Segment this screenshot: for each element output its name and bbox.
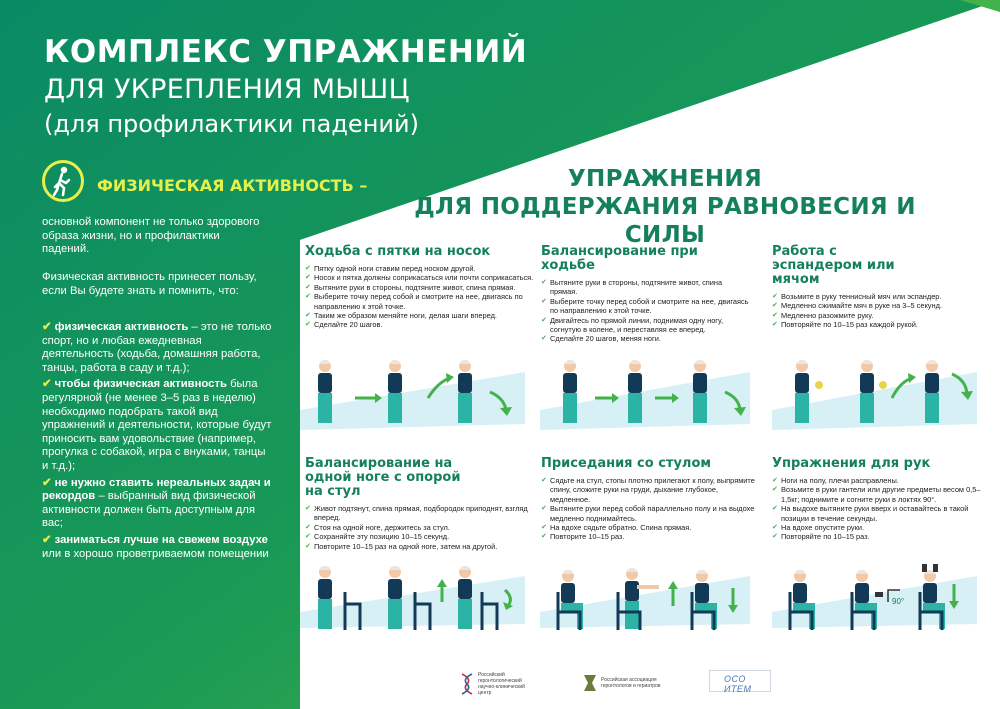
activity-point: ✔ заниматься лучше на свежем воздухе или в хорошо проветриваемом помещении <box>42 533 269 560</box>
exercise-title: Приседания со стулом <box>541 456 712 471</box>
exercise-title: Работа с эспандером или мячом <box>772 244 895 287</box>
exercise-panel-heel-toe <box>305 245 537 330</box>
check-icon: ✔ <box>42 533 55 546</box>
exercise-steps: ✔ Живот подтянут, спина прямая, подбородок приподнят, взгляд вперед. ✔ Стоя на одной ноге, держитесь за стул. ✔ Сохраняйте эту позицию 10–15 секунд. ✔ Повторите 10–15 раз на одной ноге, затем на другой. <box>305 504 530 551</box>
exercise-title: Ходьба с пятки на носок <box>305 244 491 259</box>
check-icon: ✔ <box>42 476 55 489</box>
person-figure <box>563 360 577 423</box>
activity-point: ✔ физическая активность – это не только спорт, но и любая ежедневная деятельность (ходьба, домашняя работа, танцы, работа в саду и т.д.); <box>42 321 272 374</box>
activity-points <box>42 321 272 564</box>
oso-logo-icon: ОСО ИТЕМ <box>724 673 752 694</box>
exercise-steps: ✔ Сядьте на стул, стопы плотно прилегают к полу, выпрямите спину, сложите руки на груди, дыхание глубокое, медленное. ✔ Вытяните руки перед собой параллельно полу и на выдохе медленно поднимайтесь. ✔ На вдохе сядьте обратно. Спина прямая. ✔ Повторите 10–15 раз. <box>541 476 757 542</box>
person-figure <box>388 360 402 423</box>
angle-label: 90° <box>892 597 905 606</box>
activity-point: ✔ чтобы физическая активность была регулярной (не менее 3–5 раз в неделю) необходимо подобрать такой вид упражнений и деятельности, которые будут приносить вам удовольствие (например, прогулка с собакой, игра с внуками, танцы и т.д.); <box>42 378 272 472</box>
arms-illustration <box>772 562 982 632</box>
expander-illustration <box>772 352 982 434</box>
page-subtitle: ДЛЯ УКРЕПЛЕНИЯ МЫШЦ <box>44 74 410 105</box>
logo-oso-item <box>709 670 771 692</box>
one-leg-illustration <box>300 562 530 632</box>
dna-icon <box>460 673 474 695</box>
page-title: КОМПЛЕКС УПРАЖНЕНИЙ <box>44 34 528 70</box>
person-figure <box>860 360 874 423</box>
gerontology-icon <box>583 674 597 692</box>
person-figure <box>628 360 642 423</box>
dumbbell-icon <box>875 592 883 597</box>
section-title: УПРАЖНЕНИЯ ДЛЯ ПОДДЕРЖАНИЯ РАВНОВЕСИЯ И СИЛЫ <box>414 166 916 248</box>
ball-icon <box>815 381 823 389</box>
exercise-panel-balance-walk <box>541 245 751 344</box>
activity-heading: ФИЗИЧЕСКАЯ АКТИВНОСТЬ – <box>97 176 368 195</box>
person-figure <box>318 360 332 423</box>
page-subtitle-note: (для профилактики падений) <box>44 110 419 138</box>
ball-icon <box>879 381 887 389</box>
dumbbell-icon <box>933 564 938 572</box>
heel-toe-illustration <box>300 352 530 434</box>
person-figure <box>458 566 472 629</box>
person-figure <box>693 360 707 423</box>
logo-gerontology-association: Российская ассоциация геронтологов и гериатров <box>583 674 661 692</box>
check-icon: ✔ <box>42 378 55 391</box>
check-icon: ✔ <box>42 321 55 333</box>
squats-illustration <box>540 562 755 632</box>
person-figure <box>388 566 402 629</box>
activity-intro-2: Физическая активность принесет пользу, если Вы будете знать и помнить, что: <box>42 271 257 297</box>
walking-person-icon <box>42 160 84 202</box>
exercise-title: Балансирование на одной ноге с опорой на стул <box>305 456 461 499</box>
exercise-steps: ✔ Возьмите в руку теннисный мяч или эспандер. ✔ Медленно сжимайте мяч в руке на 3–5 секунд. ✔ Медленно разожмите руку. ✔ Повторяйте по 10–15 раз каждой рукой. <box>772 292 972 330</box>
exercise-panel-one-leg <box>305 457 530 551</box>
exercise-steps: ✔ Пятку одной ноги ставим перед носком другой. ✔ Носок и пятка должны соприкасаться или почти соприкасаться. ✔ Вытяните руки в стороны, подтяните живот, спина прямая. ✔ Выберите точку перед собой и смотрите на нее, двигаясь по направлению к этой точке. ✔ Таким же образом меняйте ноги, делая шаги вперед. ✔ Сделайте 20 шагов. <box>305 264 537 330</box>
exercise-panel-expander <box>772 245 972 330</box>
exercise-title: Балансирование при ходьбе <box>541 244 698 273</box>
person-figure <box>795 360 809 423</box>
exercise-title: Упражнения для рук <box>772 456 931 471</box>
balance-walk-illustration <box>540 352 755 434</box>
activity-point: ✔ не нужно ставить нереальных задач и рекордов – выбранный вид физической активности должен быть доступным для вас; <box>42 476 271 530</box>
exercise-panel-arms <box>772 457 982 542</box>
exercise-panel-squats <box>541 457 757 542</box>
activity-intro: основной компонент не только здорового образа жизни, но и профилактики падений. <box>42 216 260 256</box>
dumbbell-icon <box>922 564 927 572</box>
exercise-steps: ✔ Ноги на полу, плечи расправлены. ✔ Возьмите в руки гантели или другие предметы весом 0,5–1,5кг; поднимите и согните руки в локтях 90°. ✔ На выдохе вытяните руки вверх и оставайтесь в такой позиции в течение секунды. ✔ На вдохе опустите руки. ✔ Повторяйте по 10–15 раз. <box>772 476 982 542</box>
exercise-steps: ✔ Вытяните руки в стороны, подтяните живот, спина прямая. ✔ Выберите точку перед собой и смотрите на нее, двигаясь по направлению к этой точке. ✔ Двигайтесь по прямой линии, поднимая одну ногу, согнутую в колене, и переставляя ее вперед. ✔ Сделайте 20 шагов, меняя ноги. <box>541 278 751 344</box>
person-figure <box>925 360 939 423</box>
logo-gerontology-center: Российский геронтологический научно-клинический центр <box>460 672 538 696</box>
person-figure <box>458 360 472 423</box>
person-figure <box>318 566 332 629</box>
